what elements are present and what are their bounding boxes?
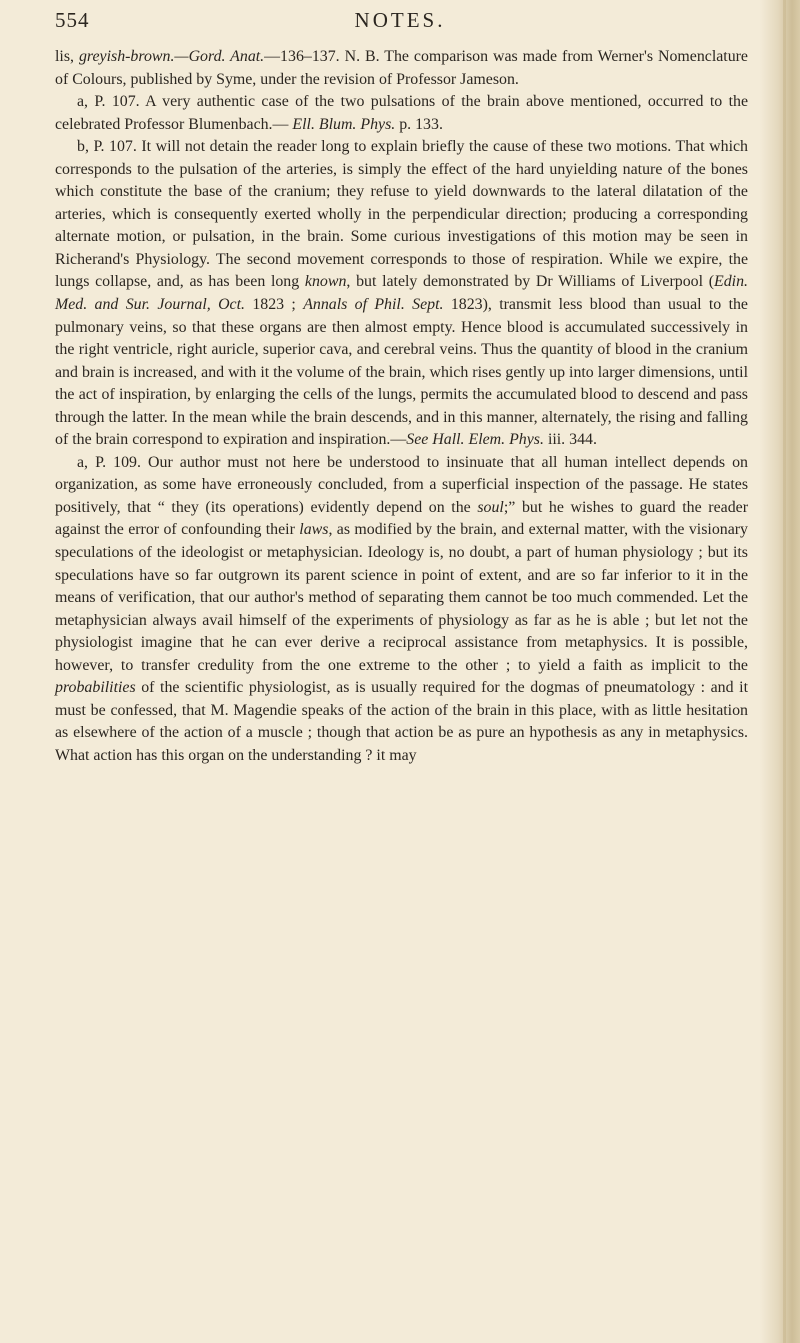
page-edge-shadow xyxy=(760,0,800,1343)
text-run: 1823), transmit less blood than usual to the pulmonary veins, so that these organs are then almost empty. Hence blood is accumulated successively in the right ventricle, right auricle, superior cava, and cerebral veins. Thus the quantity of blood in the cranium and brain is increased, and with it the volume of the brain, which rises gently up into larger dimensions, until the act of inspiration, by enlarging the cells of the lungs, permits the accumulated blood to descend and pass through the latter. In the mean while the brain descends, and in this manner, alternately, the rising and falling of the brain correspond to expiration and inspiration.— xyxy=(55,296,748,449)
text-run: , but lately demonstrated by Dr Williams of Liverpool ( xyxy=(346,273,714,291)
note-paragraph xyxy=(55,46,748,91)
italic-text: probabilities xyxy=(55,679,136,697)
running-head: NOTES. xyxy=(354,8,446,32)
text-run: of the scientific physiologist, as is usually required for the dogmas of pneumatology : and it must be confessed, that M. Magendie speaks of the action of the brain in this place, with as little hesitation as elsewhere of the action of a muscle ; though that action be as pure an hypothesis as any in metaphysics. What action has this organ on the understanding ? it may xyxy=(55,679,748,764)
text-run: a, P. 107. A very authentic case of the two pulsations of the brain above mentioned, occurred to the celebrated Professor Blumenbach.— xyxy=(55,93,748,133)
text-run: iii. 344. xyxy=(543,431,597,449)
text-run: p. 133. xyxy=(395,115,443,133)
text-run: —136–137. N. B. The comparison was made from Werner's Nomenclature of Colours, published by Syme, under the revision of Professor Jameson. xyxy=(55,48,748,88)
note-paragraph xyxy=(55,91,748,136)
italic-text: Ell. Blum. Phys. xyxy=(292,115,396,133)
note-paragraph xyxy=(55,136,748,452)
page-header xyxy=(55,8,745,38)
italic-text: greyish-brown.—Gord. Anat. xyxy=(78,48,265,65)
italic-text: soul xyxy=(477,498,504,516)
italic-text: known xyxy=(304,273,347,291)
italic-text: See Hall. Elem. Phys. xyxy=(406,431,544,449)
text-run: lis, xyxy=(55,48,79,65)
italic-text: Edin. Med. and Sur. Journal, Oct. xyxy=(55,273,748,314)
text-run: , as modified by the brain, and external matter, with the visionary speculations of the ideologist or metaphysician. Ideology is, no doubt, a part of human physiology ; but its speculations have so far outgrown its parent science in point of extent, and are so far inferior to it in the means of verification, that our author's method of separating them cannot be too much commended. Let the metaphysician always avail himself of the experiments of physiology as far as he is able ; but let not the physiologist imagine that he can ever derive a reciprocal assistance from metaphysics. It is possible, however, to transfer credulity from the one extreme to the other ; to yield a faith as implicit to the xyxy=(55,521,748,674)
text-run: 1823 ; xyxy=(244,296,304,314)
body-text xyxy=(55,46,748,768)
italic-text: Annals of Phil. Sept. xyxy=(303,296,444,314)
text-run: b, P. 107. It will not detain the reader long to explain briefly the cause of these two motions. That which corresponds to the pulsation of the arteries, is simply the effect of the hard unyielding nature of the bones which constitute the base of the cranium; they refuse to yield downwards to the lateral dilatation of the arteries, which is consequently exerted wholly in the perpendicular direction; producing a corresponding alternate motion, or pulsation, in the brain. Some curious investigations of this motion may be seen in Richerand's Physiology. The second movement corresponds to those of respiration. While we expire, the lungs collapse, and, as has been long xyxy=(55,138,748,291)
text-run: ;” but he wishes to guard the reader against the error of confounding their xyxy=(55,498,748,539)
page-edge-line xyxy=(783,0,786,1343)
italic-text: laws xyxy=(299,521,329,539)
text-run: a, P. 109. Our author must not here be understood to insinuate that all human intellect depends on organization, as some have erroneously concluded, from a superficial inspection of the passage. He states positively, that “ they (its operations) evidently depend on the xyxy=(55,453,748,516)
note-paragraph xyxy=(55,452,748,768)
page-number: 554 xyxy=(55,8,90,32)
